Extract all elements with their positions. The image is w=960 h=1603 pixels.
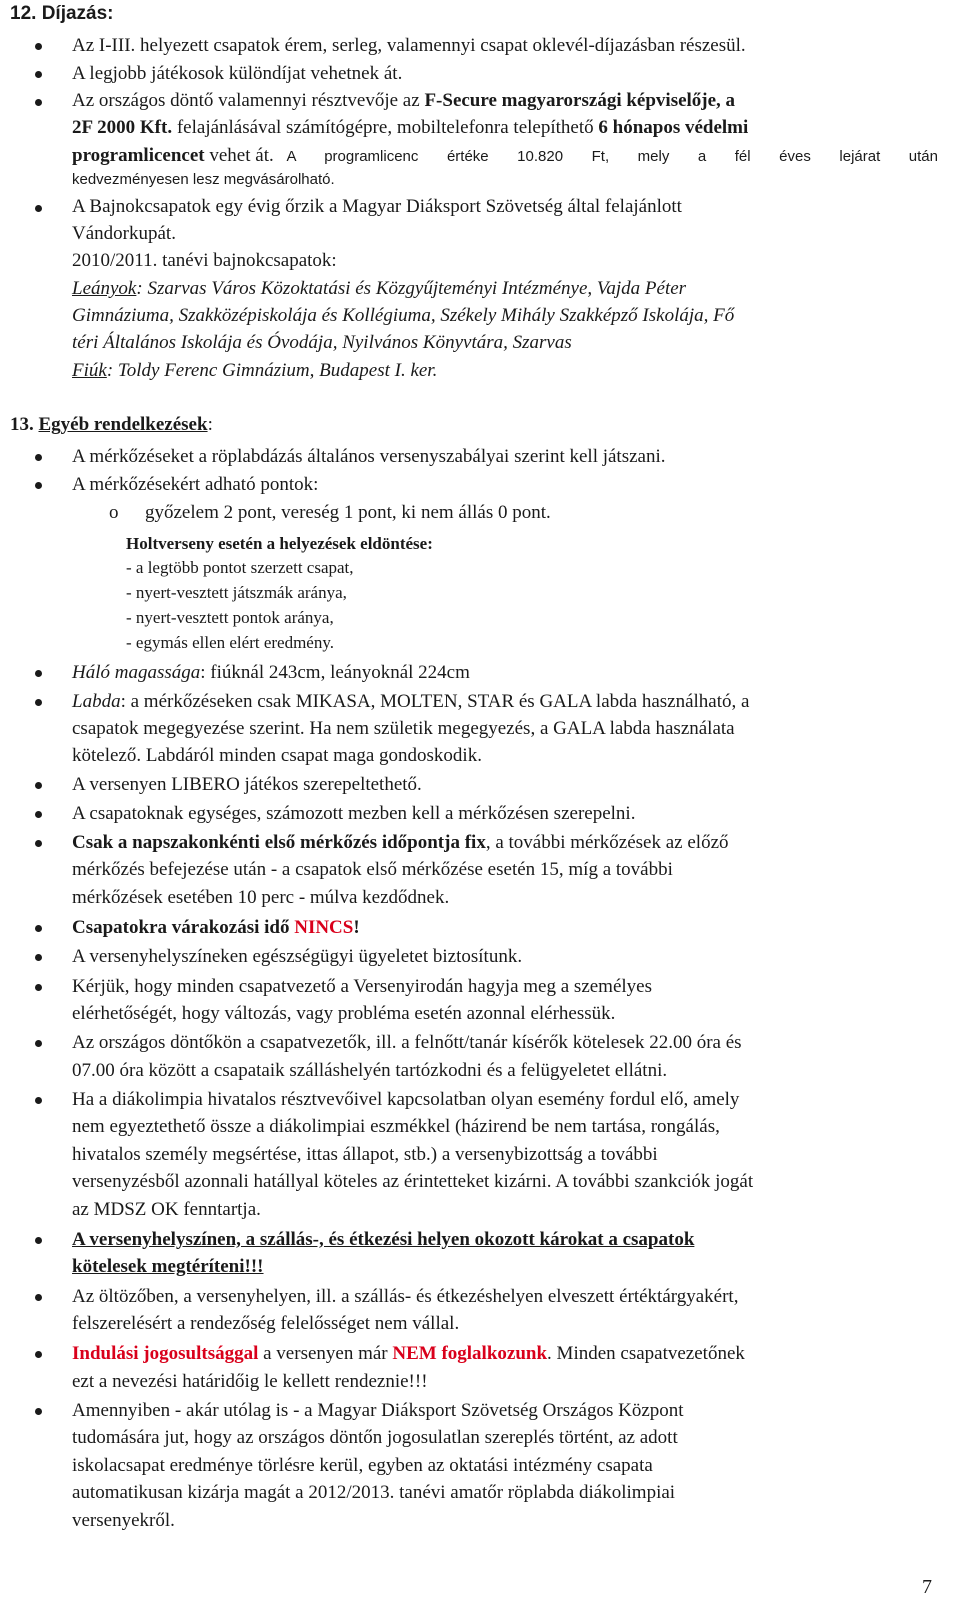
libero-text: A versenyen LIBERO játékos szerepeltethető.: [72, 774, 422, 795]
trophy-line-1: A Bajnokcsapatok egy évig őrzik a Magyar Diáksport Szövetség által felajánlott: [72, 196, 682, 217]
waiting-time-text: Csapatokra várakozási idő NINCS!: [72, 917, 360, 938]
bullet-icon: [35, 1408, 42, 1415]
bullet-icon: [35, 99, 42, 106]
lost-items-line-1: Az öltözőben, a versenyhelyen, ill. a szállás- és étkezéshelyen elveszett értéktárgyakért,: [72, 1286, 739, 1307]
bullet-icon: [35, 43, 42, 50]
disqualification-line-5: versenyekről.: [72, 1510, 175, 1531]
rules-text: A mérkőzéseket a röplabdázás általános versenyszabályai szerint kell játszani.: [72, 446, 666, 467]
girls-champion-line-2: Gimnáziuma, Szakközépiskolája és Kollégiuma, Székely Mihály Szakképző Iskolája, Fő: [72, 305, 735, 326]
section-12-heading: 12. Díjazás:: [10, 3, 114, 24]
tiebreak-item: - a legtöbb pontot szerzett csapat,: [126, 558, 354, 577]
bullet-icon: [35, 1351, 42, 1358]
eligibility-line-1: Indulási jogosultsággal a versenyen már NEM foglalkozunk. Minden csapatvezetőnek: [72, 1343, 745, 1364]
medical-text: A versenyhelyszíneken egészségügyi ügyeletet biztosítunk.: [72, 946, 523, 967]
fsecure-line-3: programlicencet vehet át. A programlicenc értéke 10.820 Ft, mely a fél éves lejárat után: [72, 144, 938, 169]
license-purchase-text: kedvezményesen lesz megvásárolható.: [72, 171, 335, 188]
bullet-icon: [35, 1097, 42, 1104]
bullet-icon: [35, 954, 42, 961]
disqualification-line-2: tudomására jut, hogy az országos döntőn jogosulatlan szereplés történt, az adott: [72, 1427, 678, 1448]
bullet-icon: [35, 1294, 42, 1301]
lost-items-line-2: felszerelésért a rendezőség felelősséget nem vállal.: [72, 1313, 460, 1334]
sub-bullet-icon: o: [109, 502, 119, 523]
boys-champion-line: Fiúk: Toldy Ferenc Gimnázium, Budapest I. ker.: [72, 360, 438, 381]
disqualification-line-4: automatikusan kizárja magát a 2012/2013. tanévi amatőr röplabda diákolimpiai: [72, 1482, 676, 1503]
damage-line-1: A versenyhelyszínen, a szállás-, és étkezési helyen okozott károkat a csapatok: [72, 1229, 695, 1250]
supervision-line-1: Az országos döntőkön a csapatvezetők, ill. a felnőtt/tanár kísérők kötelesek 22.00 óra és: [72, 1032, 742, 1053]
tiebreak-item: - nyert-vesztett játszmák aránya,: [126, 583, 347, 602]
bullet-icon: [35, 670, 42, 677]
page-number: 7: [922, 1576, 932, 1598]
bullet-icon: [35, 811, 42, 818]
net-height-text: Háló magassága: fiúknál 243cm, leányoknál 224cm: [72, 662, 470, 683]
incident-line-3: hivatalos személy megsértése, ittas állapot, stb.) a versenybizottság a további: [72, 1144, 658, 1165]
bullet-icon: [35, 782, 42, 789]
bullet-icon: [35, 205, 42, 212]
champions-year: 2010/2011. tanévi bajnokcsapatok:: [72, 250, 337, 271]
contact-line-2: elérhetőségét, hogy változás, vagy probléma esetén azonnal elérhessük.: [72, 1003, 616, 1024]
special-prize-text: A legjobb játékosok különdíjat vehetnek át.: [72, 63, 403, 84]
bullet-icon: [35, 925, 42, 932]
award-medals-text: Az I-III. helyezett csapatok érem, serleg, valamennyi csapat oklevél-díjazásban részesül.: [72, 35, 746, 56]
start-time-line-1: Csak a napszakonkénti első mérkőzés időpontja fix, a további mérkőzések az előző: [72, 832, 729, 853]
fsecure-line-2: 2F 2000 Kft. felajánlásával számítógépre, mobiltelefonra telepíthető 6 hónapos védelmi: [72, 117, 749, 138]
trophy-line-2: Vándorkupát.: [72, 223, 176, 244]
ball-line-2: csapatok megegyezése szerint. Ha nem születik megegyezés, a GALA labda használata: [72, 718, 735, 739]
section-13-heading: 13. Egyéb rendelkezések:: [10, 414, 213, 435]
ball-line-1: Labda: a mérkőzéseken csak MIKASA, MOLTEN, STAR és GALA labda használható, a: [72, 691, 750, 712]
tiebreak-item: - nyert-vesztett pontok aránya,: [126, 608, 334, 627]
bullet-icon: [35, 454, 42, 461]
tiebreak-item: - egymás ellen elért eredmény.: [126, 633, 334, 652]
incident-line-5: az MDSZ OK fenntartja.: [72, 1199, 261, 1220]
girls-champion-line-3: téri Általános Iskolája és Óvodája, Nyilvános Könyvtára, Szarvas: [72, 332, 572, 353]
bullet-icon: [35, 482, 42, 489]
incident-line-4: versenyzésből azonnali hatállyal köteles az érintetteket kizárni. A további szankciók jogát: [72, 1171, 754, 1192]
bullet-icon: [35, 840, 42, 847]
bullet-icon: [35, 1237, 42, 1244]
girls-champion-line-1: Leányok: Szarvas Város Közoktatási és Közgyűjteményi Intézménye, Vajda Péter: [72, 278, 687, 299]
incident-line-2: nem egyeztethető össze a diákolimpiai eszmékkel (házirend be nem tartása, rongálás,: [72, 1116, 720, 1137]
disqualification-line-1: Amennyiben - akár utólag is - a Magyar Diáksport Szövetség Országos Központ: [72, 1400, 684, 1421]
tiebreak-heading: Holtverseny esetén a helyezések eldöntése:: [126, 534, 433, 553]
start-time-line-2: mérkőzés befejezése után - a csapatok első mérkőzése esetén 15, míg a további: [72, 859, 673, 880]
supervision-line-2: 07.00 óra között a csapataik szálláshelyén tartózkodni és a felügyeletet ellátni.: [72, 1060, 668, 1081]
ball-line-3: kötelező. Labdáról minden csapat maga gondoskodik.: [72, 745, 482, 766]
fsecure-line-1: Az országos döntő valamennyi résztvevője az F-Secure magyarországi képviselője, a: [72, 90, 736, 111]
bullet-icon: [35, 1040, 42, 1047]
bullet-icon: [35, 699, 42, 706]
points-detail: győzelem 2 pont, vereség 1 pont, ki nem állás 0 pont.: [145, 502, 551, 523]
eligibility-line-2: ezt a nevezési határidőig le kellett rendeznie!!!: [72, 1371, 428, 1392]
contact-line-1: Kérjük, hogy minden csapatvezető a Versenyirodán hagyja meg a személyes: [72, 976, 653, 997]
disqualification-line-3: iskolacsapat eredménye törlésre kerül, egyben az oktatási intézmény csapata: [72, 1455, 653, 1476]
jersey-text: A csapatoknak egységes, számozott mezben kell a mérkőzésen szerepelni.: [72, 803, 636, 824]
damage-line-2: kötelesek megtéríteni!!!: [72, 1256, 264, 1277]
points-intro: A mérkőzésekért adható pontok:: [72, 474, 319, 495]
bullet-icon: [35, 71, 42, 78]
license-value-text: A programlicenc értéke 10.820 Ft, mely a fél éves lejárat után: [286, 148, 938, 165]
bullet-icon: [35, 984, 42, 991]
start-time-line-3: mérkőzések esetében 10 perc - múlva kezdődnek.: [72, 887, 450, 908]
incident-line-1: Ha a diákolimpia hivatalos résztvevőivel kapcsolatban olyan esemény fordul elő, amely: [72, 1089, 740, 1110]
